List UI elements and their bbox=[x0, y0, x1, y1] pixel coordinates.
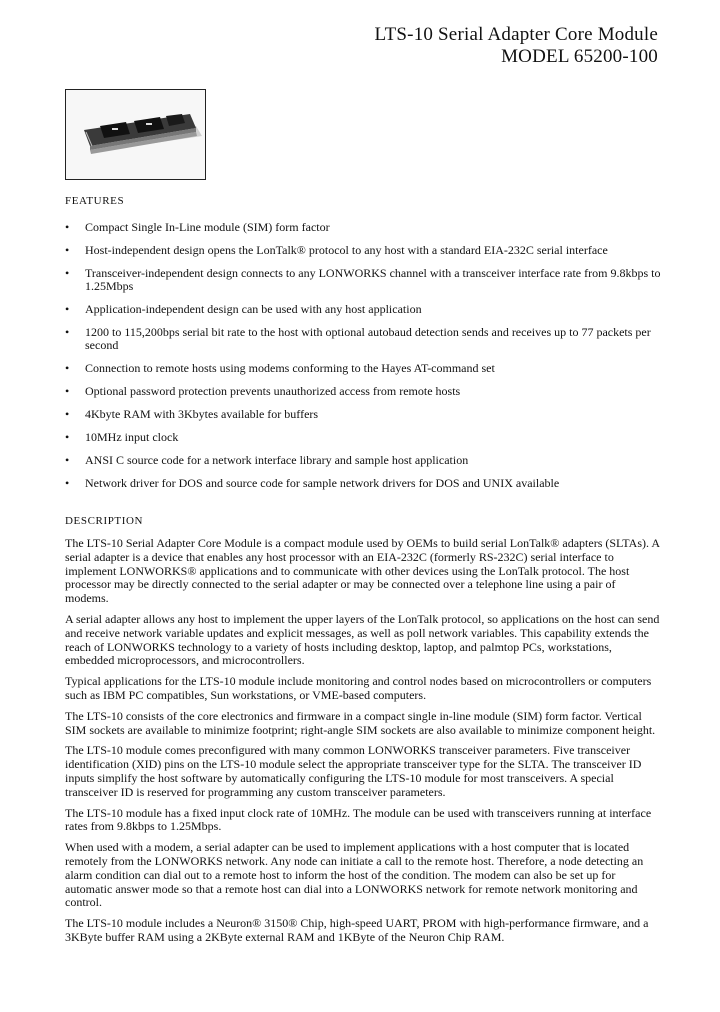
description-paragraph: A serial adapter allows any host to implement the upper layers of the LonTalk protocol, so applications on the host can send and receive network variable updates and explicit messages, as well as poll network variables. This capability extends the reach of LONWORKS technology to a variety of hosts including desktop, laptop, and palmtop PCs, workstations, embedded microprocessors, and microcontrollers. bbox=[65, 611, 660, 668]
feature-text: Host-independent design opens the LonTalk® protocol to any host with a standard EIA-232C serial interface bbox=[85, 243, 608, 257]
feature-text: 10MHz input clock bbox=[85, 430, 179, 444]
bullet-icon: • bbox=[65, 476, 70, 490]
feature-item bbox=[65, 454, 665, 467]
feature-item bbox=[65, 408, 665, 421]
description-paragraph: The LTS-10 consists of the core electronics and firmware in a compact single in-line module (SIM) form factor. Vertical SIM sockets are available to minimize footprint; right-angle SIM sockets are also available to minimize component height. bbox=[65, 708, 656, 737]
module-board-image bbox=[66, 90, 205, 179]
title-product-name: LTS-10 Serial Adapter Core Module bbox=[374, 24, 658, 45]
bullet-icon: • bbox=[65, 453, 70, 467]
feature-item bbox=[65, 267, 665, 293]
bullet-icon: • bbox=[65, 384, 70, 398]
bullet-icon: • bbox=[65, 325, 70, 339]
feature-item bbox=[65, 244, 665, 257]
title-model-number: MODEL 65200-100 bbox=[501, 46, 658, 67]
description-paragraph: The LTS-10 Serial Adapter Core Module is a compact module used by OEMs to build serial LonTalk® adapters (SLTAs). A serial adapter is a device that enables any host processor with an EIA-232C (formerly RS-232C) serial interface to implement LONWORKS® applications and to communicate with other devices using the LonTalk protocol. The host processor may be directly connected to the serial adapter or may be connected over a telephone line using a pair of modems. bbox=[65, 536, 660, 606]
bullet-icon: • bbox=[65, 430, 70, 444]
feature-item bbox=[65, 431, 665, 444]
description-paragraph: When used with a modem, a serial adapter can be used to implement applications with a host computer that is located remotely from the LONWORKS network. Any node can initiate a call to the remote host. Therefore, a node detecting an alarm condition can dial out to a remote host to inform the host of the condition. The modem can also be set up for automatic answer mode so that a remote host can dial into a LONWORKS network for remote network monitoring and control. bbox=[65, 840, 644, 910]
feature-item bbox=[65, 385, 665, 398]
feature-text: 4Kbyte RAM with 3Kbytes available for buffers bbox=[85, 407, 319, 421]
feature-text: Transceiver-independent design connects to any LONWORKS channel with a transceiver interface rate from 9.8kbps to 1.25Mbps bbox=[85, 266, 661, 293]
bullet-icon: • bbox=[65, 243, 70, 257]
bullet-icon: • bbox=[65, 302, 70, 316]
document-title bbox=[375, 24, 658, 68]
feature-item bbox=[65, 326, 665, 352]
description-paragraph: The LTS-10 module has a fixed input clock rate of 10MHz. The module can be used with transceivers running at interface rates from 9.8kbps to 1.25Mbps. bbox=[65, 805, 652, 834]
bullet-icon: • bbox=[65, 220, 70, 234]
feature-text: Connection to remote hosts using modems conforming to the Hayes AT-command set bbox=[85, 361, 495, 375]
feature-text: ANSI C source code for a network interface library and sample host application bbox=[85, 453, 469, 467]
features-list bbox=[65, 221, 665, 500]
description-paragraph: The LTS-10 module comes preconfigured with many common LONWORKS transceiver parameters. Five transceiver identification (XID) pins on the LTS-10 module select the appropriate transceiver type for the SLTA. The transceiver ID inputs simplify the host software by automatically configuring the LTS-10 module for most transceivers. A special transceiver ID is reserved for programming any custom transceiver parameters. bbox=[65, 743, 642, 799]
description-paragraph: The LTS-10 module includes a Neuron® 3150® Chip, high-speed UART, PROM with high-performance firmware, and a 3KByte buffer RAM using a 2KByte external RAM and 1KByte of the Neuron Chip RAM. bbox=[65, 916, 649, 944]
product-photo bbox=[65, 89, 206, 180]
feature-text: Optional password protection prevents unauthorized access from remote hosts bbox=[85, 384, 461, 398]
bullet-icon: • bbox=[65, 266, 70, 280]
description-heading: DESCRIPTION bbox=[65, 515, 144, 527]
description-body bbox=[65, 537, 660, 952]
feature-item bbox=[65, 362, 665, 375]
features-heading: FEATURES bbox=[65, 195, 125, 207]
feature-text: Application-independent design can be used with any host application bbox=[85, 302, 422, 316]
feature-text: Compact Single In-Line module (SIM) form factor bbox=[85, 220, 330, 234]
feature-text: Network driver for DOS and source code for sample network drivers for DOS and UNIX available bbox=[85, 476, 560, 490]
feature-item bbox=[65, 477, 665, 490]
description-paragraph: Typical applications for the LTS-10 module include monitoring and control nodes based on microcontrollers or computers such as IBM PC compatibles, Sun workstations, or VME-based computers. bbox=[65, 674, 652, 702]
feature-item bbox=[65, 303, 665, 316]
feature-text: 1200 to 115,200bps serial bit rate to the host with optional autobaud detection sends and receives up to 77 packets per second bbox=[85, 325, 651, 352]
bullet-icon: • bbox=[65, 361, 70, 375]
bullet-icon: • bbox=[65, 407, 70, 421]
feature-item bbox=[65, 221, 665, 234]
